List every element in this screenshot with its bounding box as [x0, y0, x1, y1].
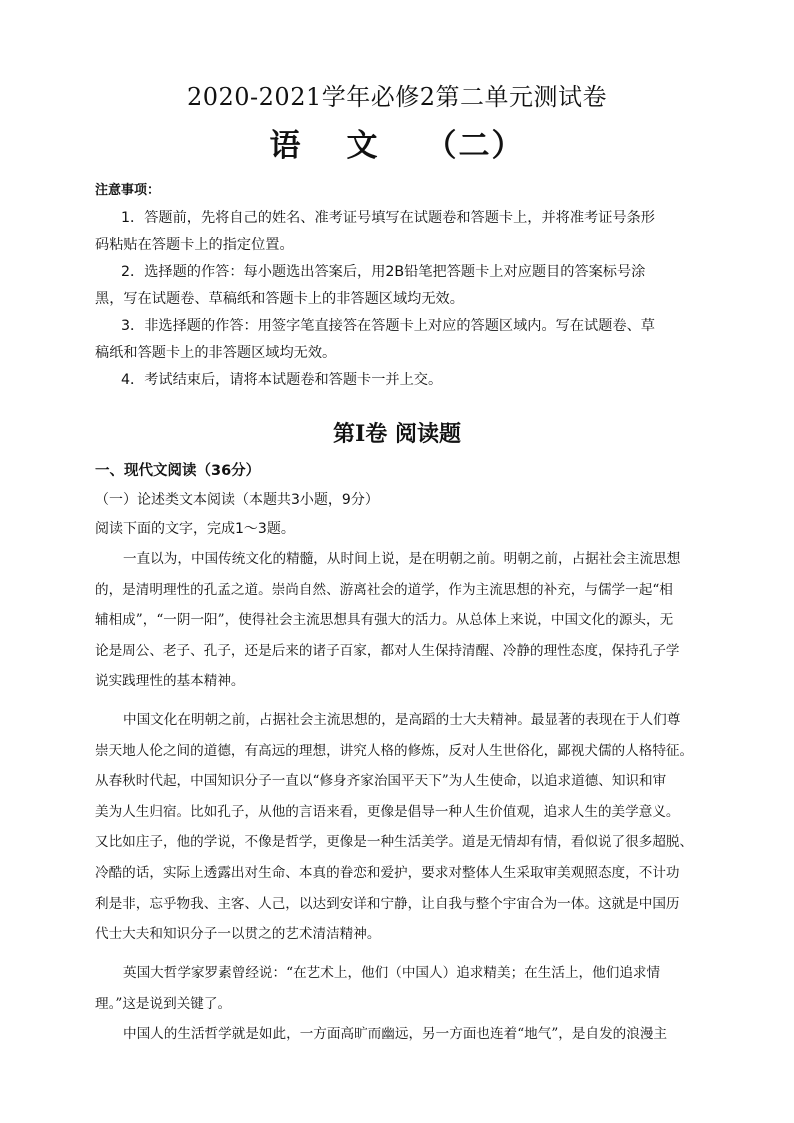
notice-heading: 注意事项： — [95, 183, 161, 198]
notice-item-4-line-1: 4．考试结束后，请将本试题卷和答题卡一并上交。 — [121, 372, 443, 388]
passage-line: 一直以为，中国传统文化的精髓，从时间上说，是在明朝之前。明朝之前，占据社会主流思想 — [123, 551, 681, 567]
notice-item-2-line-2: 黑，写在试题卷、草稿纸和答题卡上的非答题区域均无效。 — [95, 291, 464, 307]
section-title: 第Ⅰ卷 阅读题 — [333, 421, 461, 447]
notice-item-4 — [95, 367, 699, 394]
question-heading: 一、现代文阅读（36分） — [95, 463, 261, 479]
subject-char-2: 文 — [346, 128, 380, 164]
passage-line: 的，是清明理性的孔孟之道。崇尚自然、游离社会的道学，作为主流思想的补充，与儒学一起“相 — [95, 581, 673, 598]
notice-item-3-line-1: 3．非选择题的作答：用签字笔直接答在答题卡上对应的答题区域内。写在试题卷、草 — [121, 318, 655, 334]
subject-paper-number: （二） — [425, 128, 525, 164]
reading-instruction: 阅读下面的文字，完成1～3题。 — [95, 521, 295, 537]
passage-paragraph-2 — [95, 705, 699, 950]
notice-item-2 — [95, 259, 699, 313]
notice-item-1-line-1: 1．答题前，先将自己的姓名、准考证号填写在试题卷和答题卡上，并将准考证号条形 — [121, 210, 655, 226]
passage-line: 中国文化在明朝之前，占据社会主流思想的，是高蹈的士大夫精神。最显著的表现在于人们尊 — [123, 712, 681, 728]
subject-char-1: 语 — [269, 128, 303, 164]
passage-line: 冷酷的话，实际上透露出对生命、本真的眷恋和爱护，要求对整体人生采取审美观照态度，不计功 — [95, 864, 680, 881]
notice-item-2-line-1: 2．选择题的作答：每小题选出答案后，用2B铅笔把答题卡上对应题目的答案标号涂 — [121, 264, 646, 280]
notice-item-3-line-2: 稿纸和答题卡上的非答题区域均无效。 — [95, 345, 337, 361]
notice-item-1-line-2: 码粘贴在答题卡上的指定位置。 — [95, 237, 294, 253]
passage-paragraph-1 — [95, 544, 699, 697]
notice-item-3 — [95, 313, 699, 367]
subject-title — [0, 126, 794, 166]
sub-heading: （一）论述类文本阅读（本题共3小题，9分） — [95, 492, 379, 508]
passage-line: 美为人生归宿。比如孔子，从他的言语来看，更像是倡导一种人生价值观，追求人生的美学意义。 — [95, 803, 680, 820]
passage-line: 论是周公、老子、孔子，还是后来的诸子百家，都对人生保持清醒、冷静的理性态度，保持孔子学 — [95, 642, 680, 659]
passage-line: 崇天地人伦之间的道德，有高远的理想，讲究人格的修炼，反对人生世俗化，鄙视犬儒的人格特征。 — [95, 742, 694, 759]
passage-line: 代士大夫和知识分子一以贯之的艺术清洁精神。 — [95, 926, 381, 943]
passage-line: 理。”这是说到关键了。 — [95, 995, 232, 1012]
passage-paragraph-3 — [95, 958, 699, 1019]
passage-line: 辅相成”，“一阴一阳”，使得社会主流思想具有强大的活力。从总体上来说，中国文化的源头，无 — [95, 612, 674, 629]
exam-title: 2020-2021学年必修2第二单元测试卷 — [186, 83, 608, 111]
passage-line: 利是非，忘乎物我、主客、人己，以达到安详和宁静，让自我与整个宇宙合为一体。这就是中国历 — [95, 895, 680, 912]
passage-paragraph-4 — [95, 1019, 699, 1050]
passage-line: 从春秋时代起，中国知识分子一直以“修身齐家治国平天下”为人生使命，以追求道德、知识和审 — [95, 773, 667, 790]
passage-line: 中国人的生活哲学就是如此，一方面高旷而幽远，另一方面也连着“地气”，是自发的浪漫主 — [123, 1026, 668, 1042]
passage-line: 又比如庄子，他的学说，不像是哲学，更像是一种生活美学。道是无情却有情，看似说了很多超脱、 — [95, 834, 694, 851]
passage-line: 说实践理性的基本精神。 — [95, 673, 245, 690]
notice-item-1 — [95, 205, 699, 259]
passage-line: 英国大哲学家罗素曾经说：“在艺术上，他们（中国人）追求精美；在生活上，他们追求情 — [123, 965, 661, 981]
